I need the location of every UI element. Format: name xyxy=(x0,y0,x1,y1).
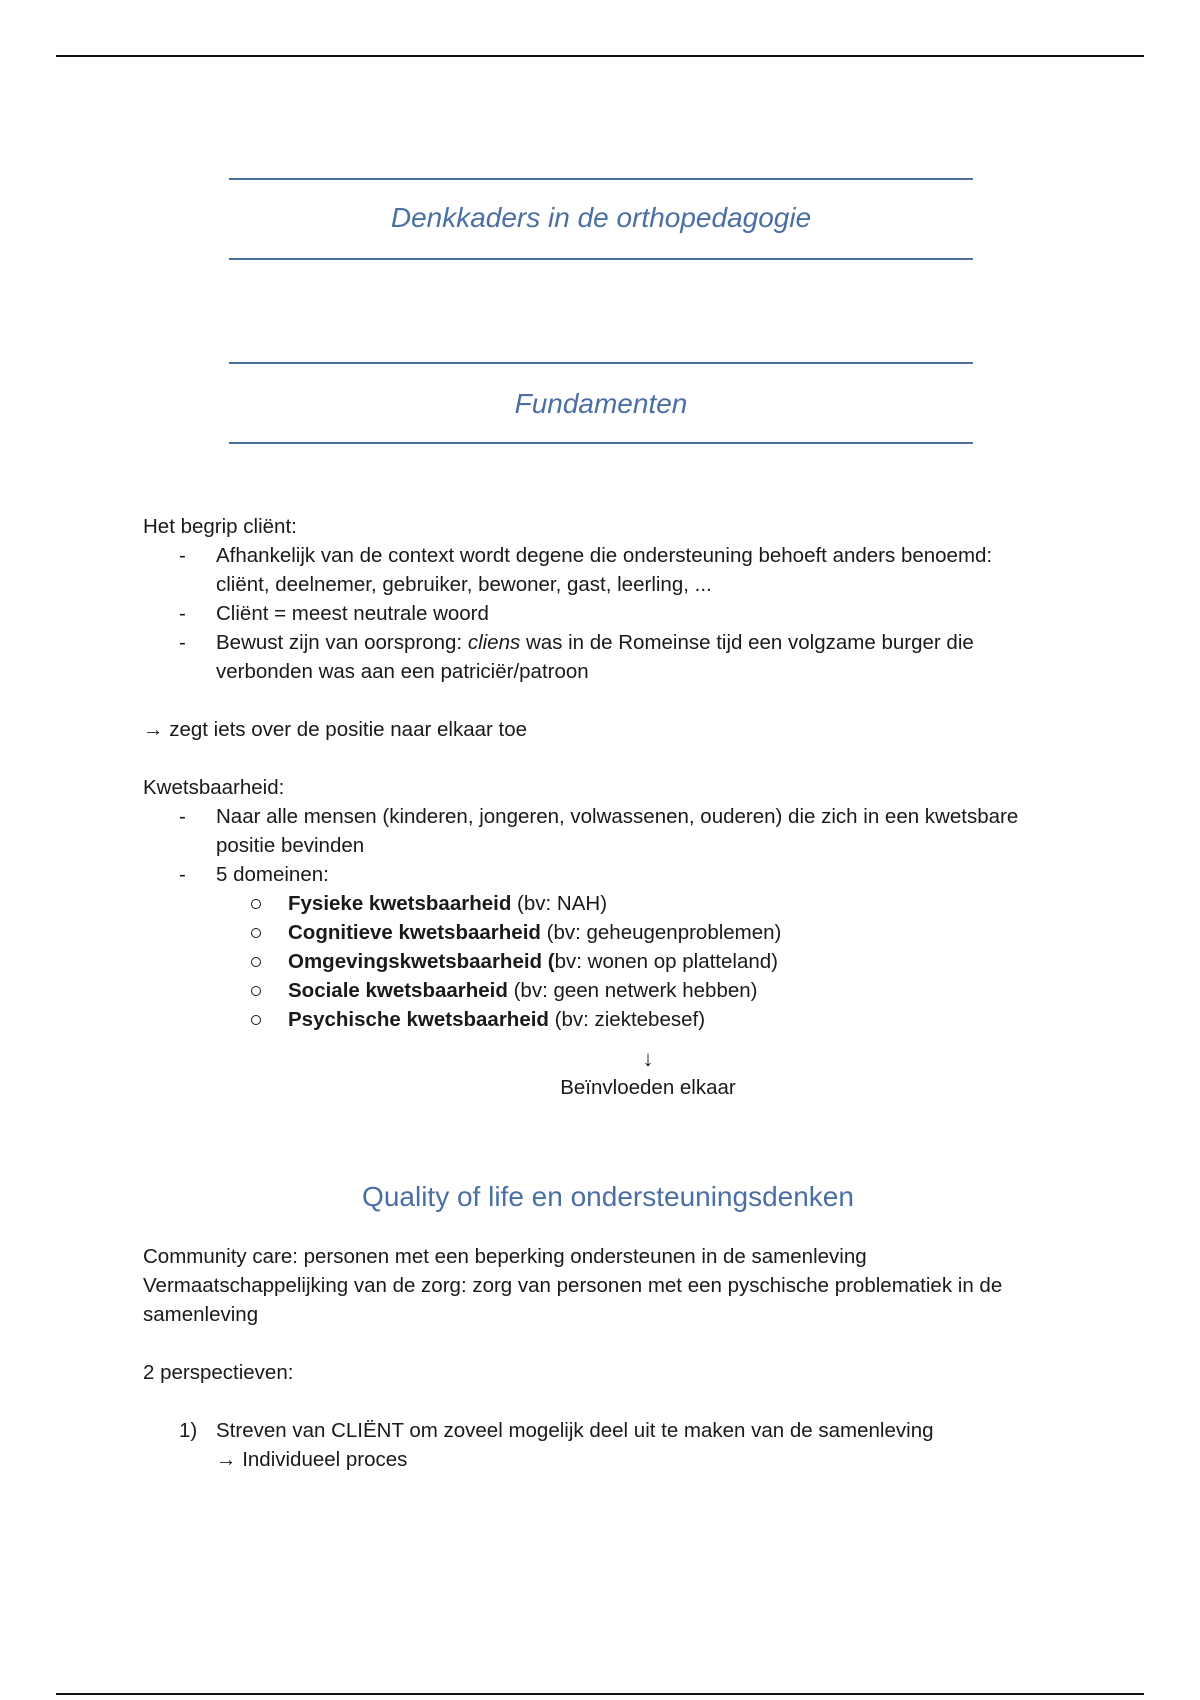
domain-item: Psychische kwetsbaarheid (bv: ziektebesef) xyxy=(143,1005,1043,1034)
dash-bullet: - xyxy=(179,805,186,828)
document-body xyxy=(143,512,1043,1474)
community-care-text: Community care: personen met een beperking ondersteunen in de samenleving xyxy=(143,1245,867,1268)
circle-bullet xyxy=(251,957,261,967)
perspectives-list xyxy=(143,1416,1043,1474)
vulnerability-list xyxy=(143,802,1043,1034)
influence-note: Beïnvloeden elkaar xyxy=(560,1076,736,1099)
latin-term: cliens xyxy=(467,631,521,654)
circle-bullet xyxy=(251,1015,261,1025)
dash-bullet: - xyxy=(179,631,186,654)
dash-bullet: - xyxy=(179,863,186,886)
perspective-item: 1) Streven van CLIËNT om zoveel mogelijk deel uit te maken van de samenleving → Individueel proces xyxy=(143,1416,1043,1474)
domain-item: Fysieke kwetsbaarheid (bv: NAH) xyxy=(143,889,1043,918)
perspective-note: → Individueel proces xyxy=(216,1448,408,1471)
qol-heading: Quality of life en ondersteuningsdenken xyxy=(362,1181,854,1212)
vulnerability-item-people: - Naar alle mensen (kinderen, jongeren, volwassenen, ouderen) die zich in een kwetsbare positie bevinden xyxy=(143,802,1043,860)
section-title-block xyxy=(229,362,973,444)
client-heading: Het begrip cliënt: xyxy=(143,515,297,538)
circle-bullet xyxy=(251,899,261,909)
document-title-block xyxy=(229,178,973,260)
client-item-neutral: - Cliënt = meest neutrale woord xyxy=(143,599,1043,628)
circle-bullet xyxy=(251,928,261,938)
number-marker: 1) xyxy=(179,1419,198,1442)
domain-item: Omgevingskwetsbaarheid (bv: wonen op platteland) xyxy=(143,947,1043,976)
domain-list xyxy=(216,889,1043,1034)
client-list xyxy=(143,541,1043,686)
section-title: Fundamenten xyxy=(514,388,688,419)
dash-bullet: - xyxy=(179,544,186,567)
client-item-origin: - Bewust zijn van oorsprong: cliens was in de Romeinse tijd een volgzame burger die verbonden was aan een patriciër/patroon xyxy=(143,628,1043,686)
down-arrow-icon: ↓ xyxy=(642,1046,654,1071)
document-title: Denkkaders in de orthopedagogie xyxy=(390,202,812,233)
perspectives-heading: 2 perspectieven: xyxy=(143,1361,294,1384)
vermaatschappelijking-text: Vermaatschappelijking van de zorg: zorg van personen met een pyschische problematiek in de samenleving xyxy=(143,1274,1003,1326)
page-bottom-rule xyxy=(56,1693,1144,1695)
domain-item: Cognitieve kwetsbaarheid (bv: geheugenproblemen) xyxy=(143,918,1043,947)
dash-bullet: - xyxy=(179,602,186,625)
title-bottom-line xyxy=(229,258,973,260)
circle-bullet xyxy=(251,986,261,996)
vulnerability-item-domains: - 5 domeinen: Fysieke kwetsbaarheid (bv: NAH) Cognitieve kwetsbaarheid (bv: geheugenproblemen) Omgevingskwetsbaarheid (bv: wonen op platteland) Sociale kwetsbaarheid (bv: geen netwerk hebben) Psychische kwetsbaarheid (bv: ziektebesef) xyxy=(143,860,1043,1034)
domain-item: Sociale kwetsbaarheid (bv: geen netwerk hebben) xyxy=(143,976,1043,1005)
page-top-rule xyxy=(56,55,1144,57)
position-note: → zegt iets over de positie naar elkaar toe xyxy=(143,718,528,741)
section-bottom-line xyxy=(229,442,973,444)
vulnerability-heading: Kwetsbaarheid: xyxy=(143,776,285,799)
client-item-context: - Afhankelijk van de context wordt degene die ondersteuning behoeft anders benoemd: cliënt, deelnemer, gebruiker, bewoner, gast, leerling, ... xyxy=(143,541,1043,599)
